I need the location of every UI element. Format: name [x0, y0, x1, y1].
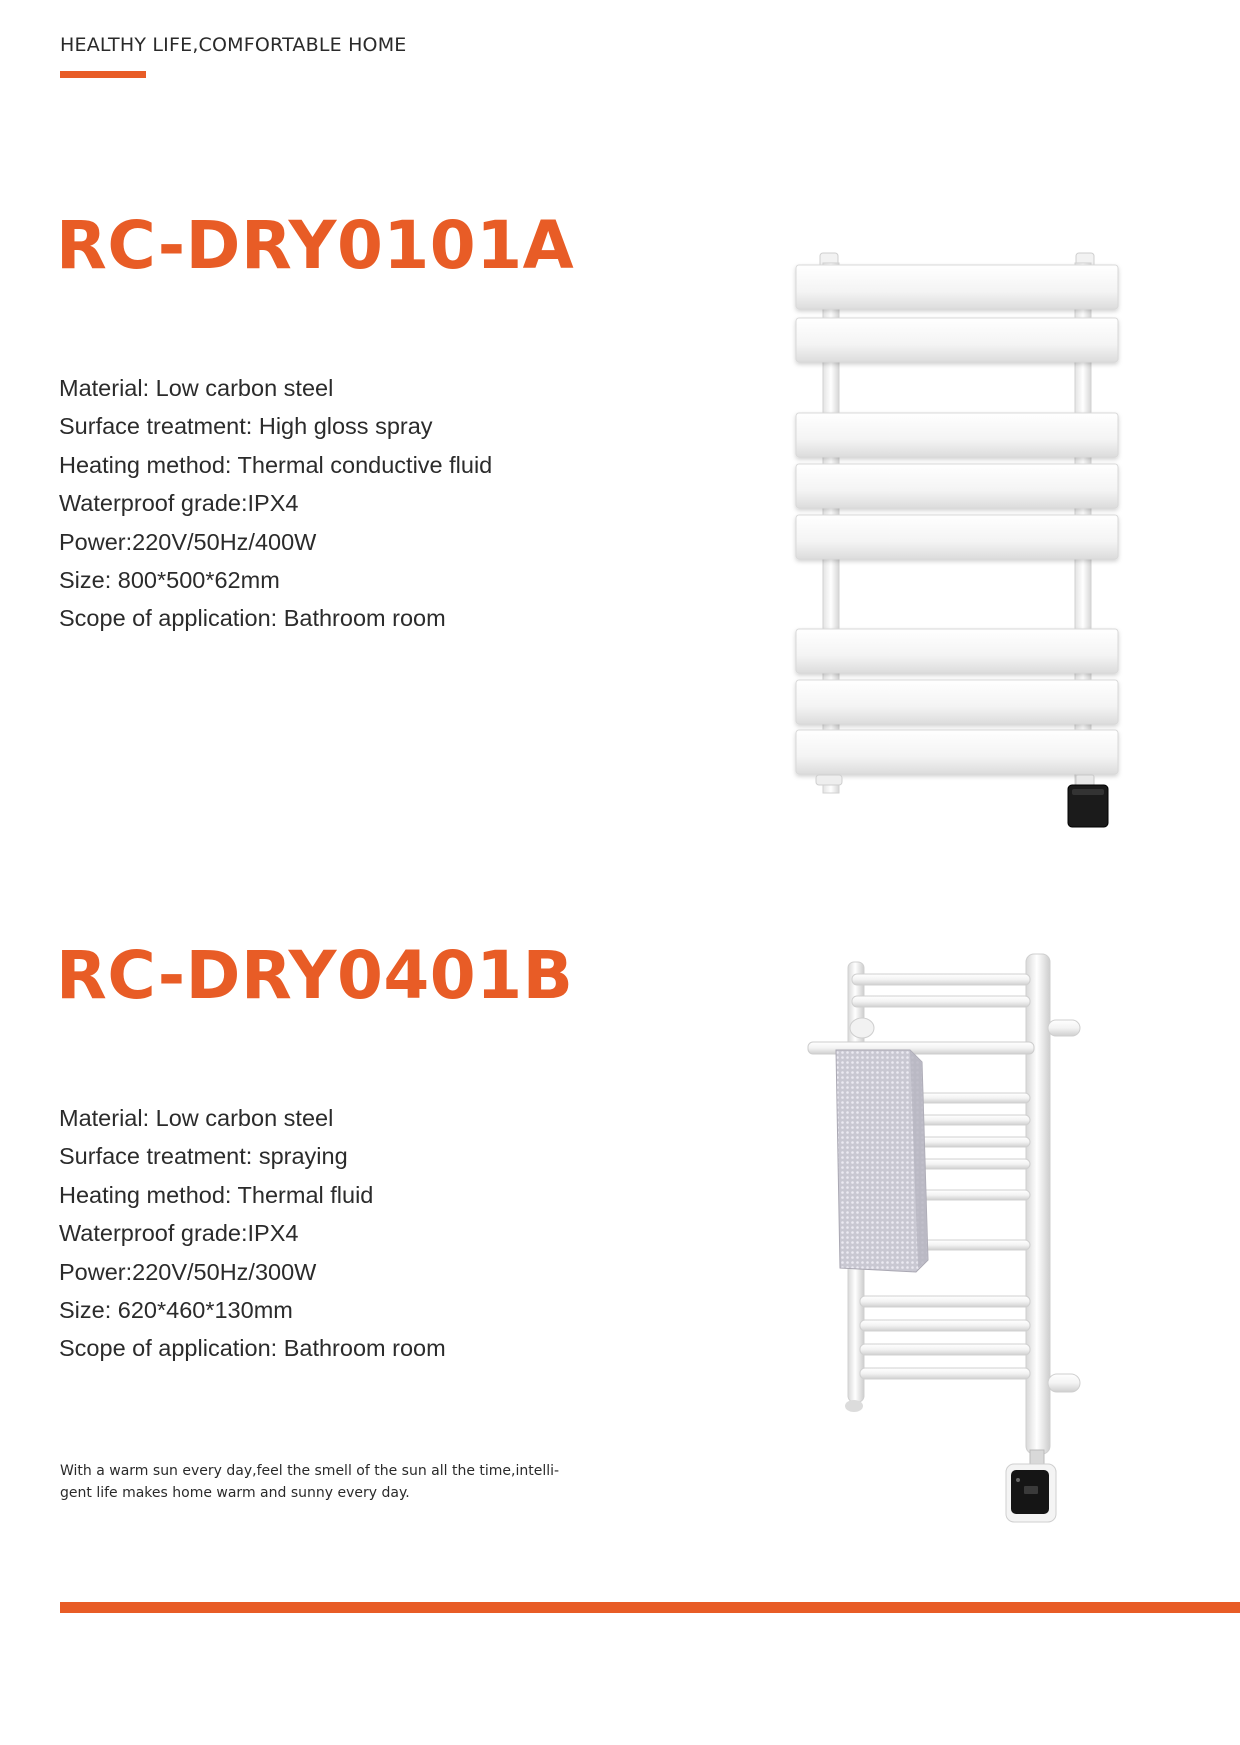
spec-waterproof-grade: Waterproof grade:IPX4	[59, 490, 299, 517]
product-2-spec-list	[59, 1099, 446, 1368]
header-accent-rule	[60, 71, 146, 78]
spec-scope: Scope of application: Bathroom room	[59, 605, 446, 632]
product-2-image	[800, 950, 1100, 1530]
spec-surface-treatment: Surface treatment: High gloss spray	[59, 413, 433, 440]
tube-towel-warmer-with-towel-icon	[800, 950, 1100, 1530]
product-1-spec-list	[59, 369, 492, 638]
footer-accent-rule	[60, 1602, 1240, 1613]
spec-heating-method: Heating method: Thermal conductive fluid	[59, 451, 493, 478]
spec-surface-treatment: Surface treatment: spraying	[59, 1143, 348, 1170]
product-1-image	[780, 245, 1150, 835]
header-title: HEALTHY LIFE,COMFORTABLE HOME	[60, 34, 407, 56]
product-2-model-title: RC-DRY0401B	[56, 937, 574, 1014]
spec-material: Material: Low carbon steel	[59, 375, 334, 401]
spec-size: Size: 800*500*62mm	[59, 566, 280, 593]
tagline-text: With a warm sun every day,feel the smell of the sun all the time,intelli-gent life makes home warm and sunny every day.	[60, 1463, 560, 1501]
spec-power: Power:220V/50Hz/400W	[59, 528, 317, 555]
spec-power: Power:220V/50Hz/300W	[59, 1258, 317, 1285]
spec-size: Size: 620*460*130mm	[59, 1296, 293, 1323]
spec-heating-method: Heating method: Thermal fluid	[59, 1181, 374, 1208]
spec-scope: Scope of application: Bathroom room	[59, 1335, 446, 1362]
spec-waterproof-grade: Waterproof grade:IPX4	[59, 1220, 299, 1247]
product-1-model-title: RC-DRY0101A	[56, 207, 575, 284]
spec-material: Material: Low carbon steel	[59, 1105, 334, 1131]
flat-panel-towel-radiator-icon	[780, 245, 1150, 835]
